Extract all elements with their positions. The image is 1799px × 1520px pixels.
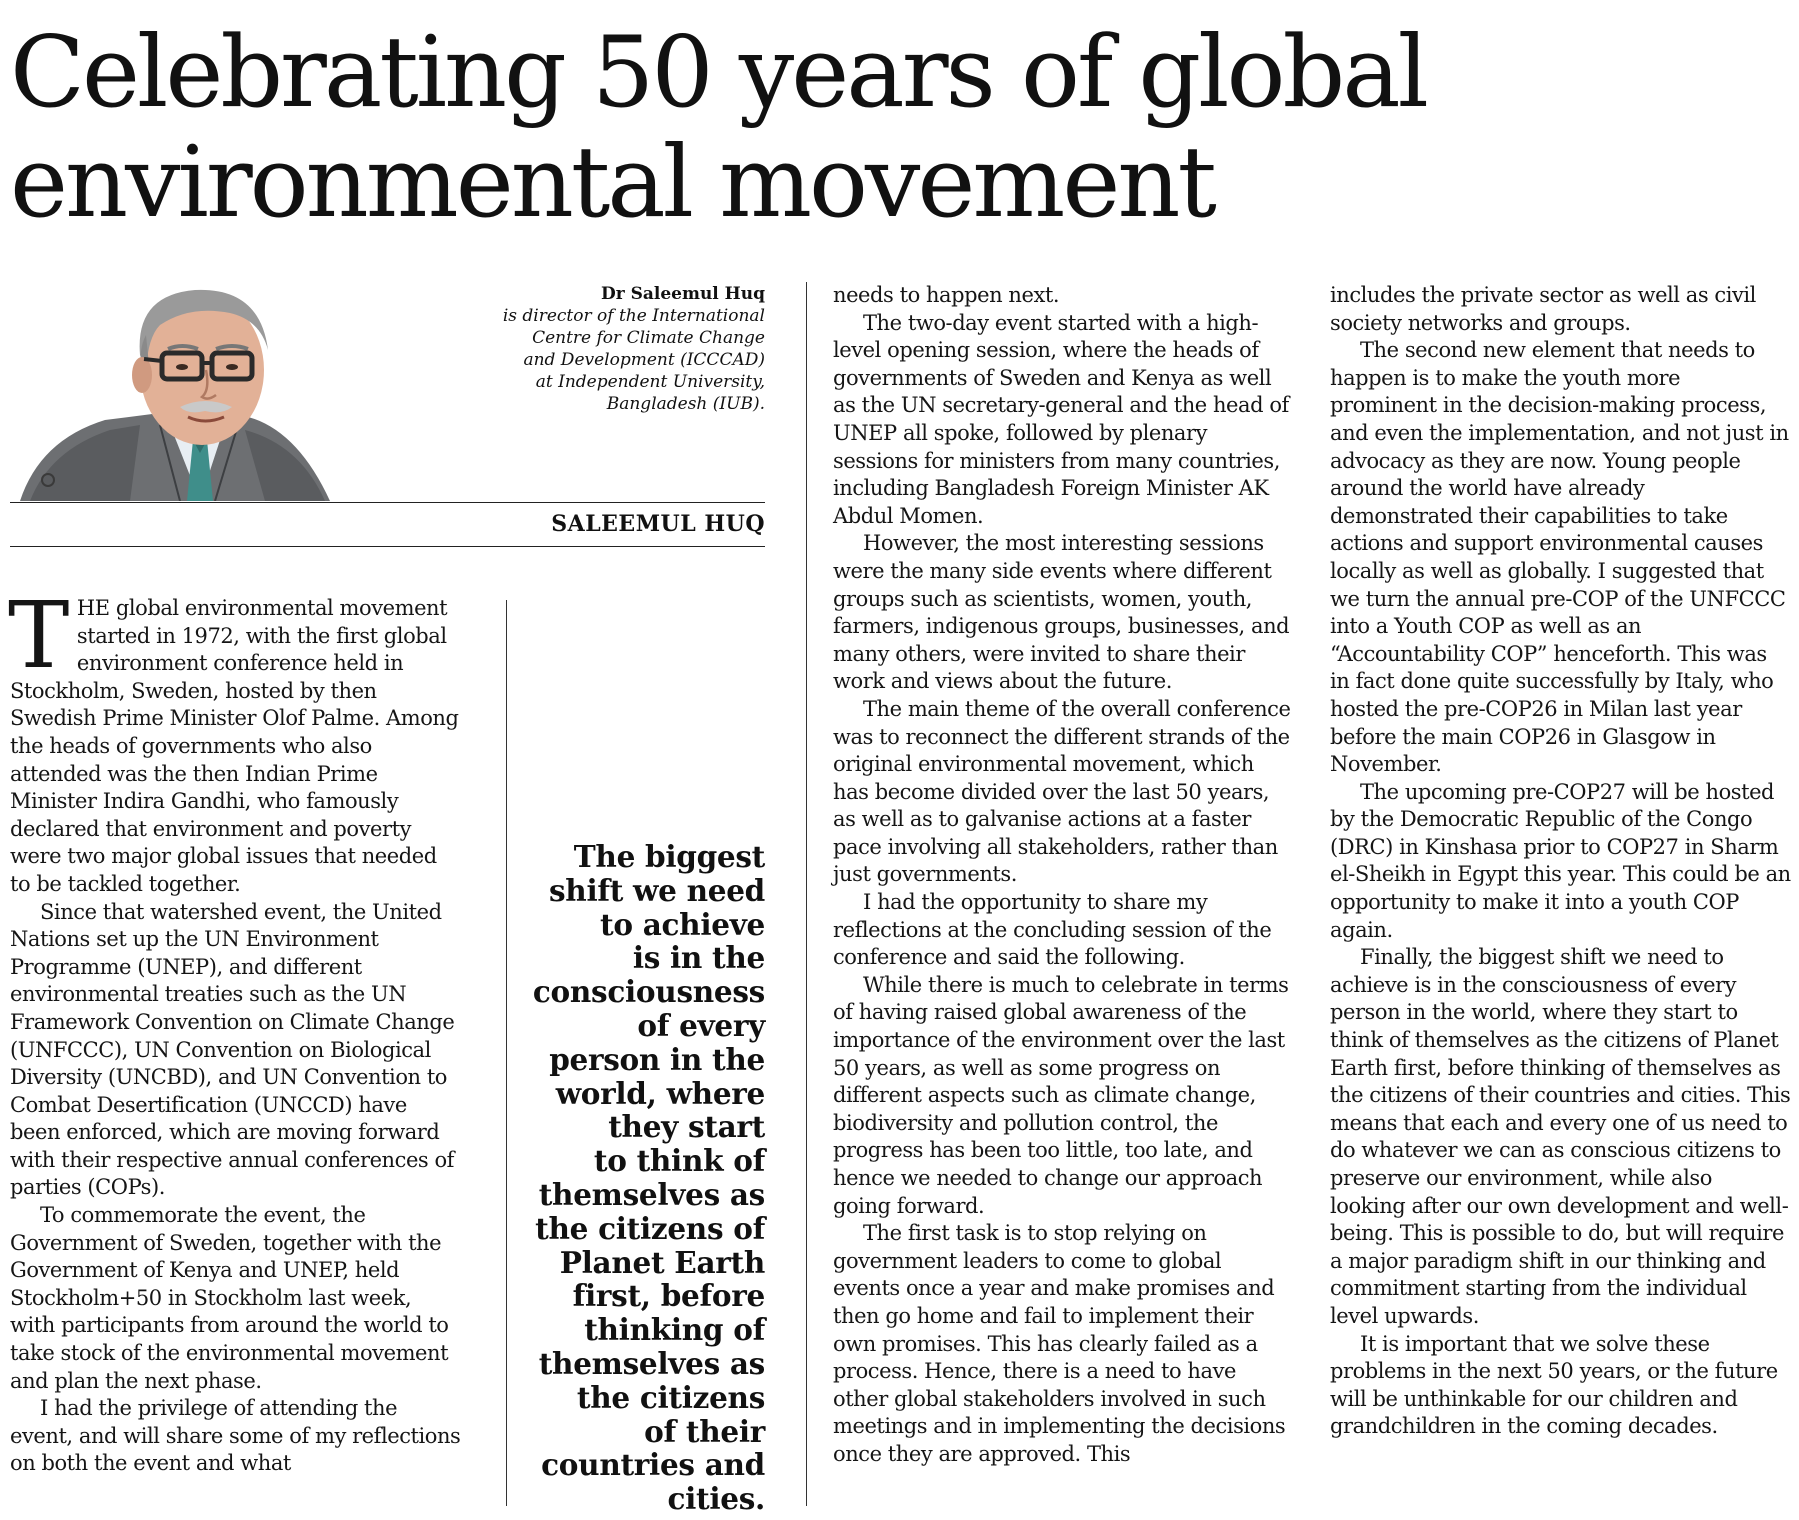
pull-quote-line: consciousness [532, 974, 765, 1010]
pull-quote-line: of their [644, 1413, 765, 1449]
author-bio [435, 283, 765, 415]
column-divider-1 [506, 600, 507, 1506]
bio-line: at Independent University, [535, 372, 765, 392]
pull-quote-line: The biggest [573, 839, 765, 874]
bio-line: is director of the International [502, 306, 765, 326]
author-block [10, 275, 765, 547]
bio-line: Bangladesh (IUB). [606, 394, 765, 414]
pull-quote-line: person in the [549, 1041, 765, 1077]
bio-name: Dr Saleemul Huq [600, 284, 765, 304]
pull-quote-line: first, before [572, 1278, 765, 1314]
headline [10, 18, 1530, 238]
article-column-4 [1330, 282, 1792, 1441]
paragraph-2: Since that watershed event, the United Nations set up the UN Environment Programme (UNEP), and different environmental treaties such as the UN Framework Convention on Climate Change (UNFCCC), UN Convention on Biological Diversity (UNCBD), and UN Convention to Combat Desertification (UNCCD) have been enforced, which are moving forward with their respective annual conferences of parties (COPs). [10, 899, 455, 1200]
paragraph-9: While there is much to celebrate in terms of having raised global awareness of the importance of the environment over the last 50 years, as well as some progress on different aspects such as climate change, biodiversity and pollution control, the progress has been too little, too late, and hence we needed to change our approach going forward. [833, 972, 1289, 1218]
article-column-3 [833, 282, 1293, 1469]
paragraph-6: However, the most interesting sessions were the many side events where different groups such as scientists, women, youth, farmers, indigenous groups, businesses, and many others, were invited to share their work and views about the future. [833, 531, 1290, 694]
paragraph-13: Finally, the biggest shift we need to achieve is in the consciousness of every person in the world, where they start to think of themselves as the citizens of Planet Earth first, before thinking of themselves as the citizens of their countries and cities. This means that each and every one of us need to do whatever we can as conscious citizens to preserve our environment, while also looking after our own development and well-being. This is possible to do, but will require a major paradigm shift in our thinking and commitment starting from the individual level upwards. [1330, 945, 1791, 1328]
paragraph-1-text: HE global environmental movement started in 1972, with the first global environment conference held in Stockholm, Sweden, hosted by then Swedish Prime Minister Olof Palme. Among the heads of governments who also attended was the then Indian Prime Minister Indira Gandhi, who famously declared that environment and poverty were two major global issues that needed to be tackled together. [10, 596, 459, 896]
byline-top-rule [10, 502, 765, 503]
drop-cap: T [8, 582, 69, 689]
paragraph-8: I had the opportunity to share my reflections at the concluding session of the conference and said the following. [833, 890, 1272, 970]
paragraph-11: The second new element that needs to happen is to make the youth more prominent in the decision-making process, and even the implementation, and not just in advocacy as they are now. Young people around the world have already demonstrated their capabilities to take actions and support environmental causes locally as well as globally. I suggested that we turn the annual pre-COP of the UNFCCC into a Youth COP as well as an “Accountability COP” henceforth. This was in fact done quite successfully by Italy, who hosted the pre-COP26 in Milan last year before the main COP26 in Glasgow in November. [1330, 338, 1789, 777]
pull-quote-line: is in the [632, 940, 765, 976]
paragraph-4-start: I had the privilege of attending the event, and will share some of my reflections on both the event and what [10, 1396, 461, 1476]
pull-quote-line: world, where [555, 1075, 765, 1111]
byline-bottom-rule [10, 546, 765, 547]
byline: SALEEMUL HUQ [551, 511, 765, 537]
pull-quote-line: to achieve [600, 906, 765, 942]
pull-quote-line: to think of [593, 1143, 765, 1179]
paragraph-7: The main theme of the overall conference was to reconnect the different strands of the original environmental movement, which has become divided over the last 50 years, as well as to galvanise actions at a faster pace involving all stakeholders, rather than just governments. [833, 696, 1291, 887]
pull-quote-line: thinking of [584, 1312, 765, 1348]
headline-line-2: environmental movement [10, 126, 1214, 240]
column-divider-2 [806, 282, 807, 1506]
paragraph-3: To commemorate the event, the Government of Sweden, together with the Government of Kenya and UNEP, held Stockholm+50 in Stockholm last week, with participants from around the world to take stock of the environmental movement and plan the next phase. [10, 1203, 449, 1393]
article-column-1 [8, 582, 462, 1478]
paragraph-10-start: The first task is to stop relying on government leaders to come to global events once a year and make promises and then go home and fail to implement their own promises. This has clearly failed as a process. Hence, there is a need to have other global stakeholders involved in such meetings and in implementing the decisions once they are approved. This [833, 1221, 1286, 1466]
paragraph-12: The upcoming pre-COP27 will be hosted by the Democratic Republic of the Congo (DRC) in Kinshasa prior to COP27 in Sharm el-Sheikh in Egypt this year. This could be an opportunity to make it into a youth COP again. [1330, 779, 1791, 942]
pull-quote-line: the citizens [576, 1379, 765, 1415]
paragraph-14: It is important that we solve these problems in the next 50 years, or the future will be unthinkable for our children and grandchildren in the coming decades. [1330, 1331, 1778, 1439]
bio-line: and Development (ICCCAD) [523, 350, 765, 370]
pull-quote-line: cities. [667, 1481, 765, 1517]
pull-quote-line: they start [608, 1109, 765, 1145]
pull-quote-line: Planet Earth [559, 1244, 765, 1280]
headline-line-1: Celebrating 50 years of global [10, 16, 1426, 130]
paragraph-4-end: needs to happen next. [833, 283, 1060, 307]
pull-quote [520, 840, 765, 1516]
author-portrait-illustration [10, 275, 340, 501]
pull-quote-line: countries and [541, 1447, 765, 1483]
pull-quote-line: shift we need [549, 872, 765, 908]
pull-quote-line: of every [637, 1007, 765, 1043]
paragraph-1 [8, 582, 462, 899]
paragraph-10-end: includes the private sector as well as civil society networks and groups. [1330, 283, 1756, 335]
pull-quote-line: themselves as [538, 1345, 765, 1381]
pull-quote-line: themselves as [538, 1176, 765, 1212]
pull-quote-line: the citizens of [535, 1210, 765, 1246]
bio-line: Centre for Climate Change [532, 328, 765, 348]
paragraph-5: The two-day event started with a high-level opening session, where the heads of governments of Sweden and Kenya as well as the UN secretary-general and the head of UNEP all spoke, followed by plenary sessions for ministers from many countries, including Bangladesh Foreign Minister AK Abdul Momen. [833, 310, 1289, 528]
